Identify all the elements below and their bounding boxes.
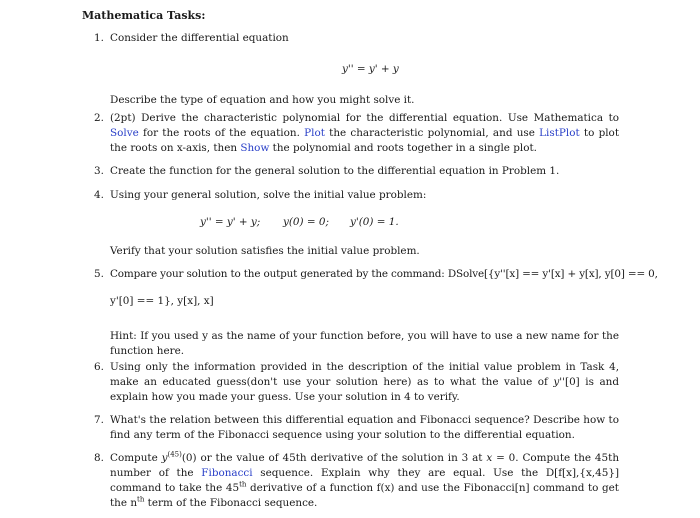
task-6 — [94, 360, 619, 405]
task-followup: Describe the type of equation and how you might solve it. — [110, 94, 415, 106]
hint-text: Hint: If you used y as the name of your function before, you will have to use a new name for the function here. — [110, 330, 619, 357]
initial-condition: y(0) = 0; — [283, 216, 330, 228]
keyword-plot: Plot — [304, 127, 325, 139]
math-symbol: x — [486, 452, 493, 464]
task-8 — [94, 451, 619, 511]
keyword-solve: Solve — [110, 127, 139, 139]
initial-condition: y'(0) = 1. — [350, 216, 399, 228]
task-4 — [94, 188, 619, 203]
task-text: Using only the information provided in the description of the initial value problem in Task 4, make an educated guess(don't use your solution here) as to what the value of y''[0] is and explain how you made your guess. Use your solution in 4 to verify. — [110, 361, 619, 403]
task-text: Create the function for the general solution to the differential equation in Problem 1. — [110, 165, 560, 177]
task-number: 8. — [94, 452, 104, 464]
keyword-show: Show — [240, 142, 270, 154]
task-text: Consider the differential equation — [110, 32, 289, 44]
task-3 — [94, 164, 619, 179]
task-number: 2. — [94, 112, 104, 124]
page-title: Mathematica Tasks: — [82, 9, 206, 22]
task-text: Using your general solution, solve the initial value problem: — [110, 189, 427, 201]
task-number: 6. — [94, 361, 104, 373]
task-text: What's the relation between this differential equation and Fibonacci sequence? Describe how to find any term of the Fibonacci sequence using your solution to the differential equation. — [110, 414, 619, 441]
task-number: 3. — [94, 165, 104, 177]
equation: y'' = y' + y — [342, 63, 399, 75]
keyword-listplot: ListPlot — [539, 127, 580, 139]
task-number: 7. — [94, 414, 104, 426]
task-2 — [94, 111, 619, 156]
keyword-fibonacci: Fibonacci — [201, 467, 253, 479]
task-5 — [94, 267, 658, 282]
task-text: (2pt) Derive the characteristic polynomial for the differential equation. Use Mathematica to Solve for the roots of the equation. Plot the characteristic polynomial, and use ListPlot to plot the roots on x-axis, then Show the polynomial and roots together in a single plot. — [110, 112, 619, 154]
task-7 — [94, 413, 619, 443]
task-text: Compute $y^{(45)}(0)$ or the value of 45th derivative of the solution in 3 at x = 0. Compute the 45th number of the Fibonacci sequence. Explain why they are equal. Use the D[f[x],{x,45}] command to take the 45th derivative of a function f(x) and use the Fibonacci[n] command to get the $n^{th}$ term of the Fibonacci sequence. — [110, 450, 620, 509]
command-continuation: y'[0] == 1}, y[x], x] — [110, 295, 214, 307]
equation: y'' = y' + y; — [200, 216, 261, 228]
math-symbol: y — [161, 452, 168, 464]
task-number: 5. — [94, 268, 104, 280]
task-1 — [94, 31, 619, 46]
math-symbol: y'' — [553, 376, 566, 388]
task-number: 1. — [94, 32, 104, 44]
task-number: 4. — [94, 189, 104, 201]
task-followup: Verify that your solution satisfies the initial value problem. — [110, 245, 420, 257]
task-text: Compare your solution to the output generated by the command: DSolve[{y''[x] == y'[x] + y[x], y[0] == 0, — [110, 268, 658, 280]
